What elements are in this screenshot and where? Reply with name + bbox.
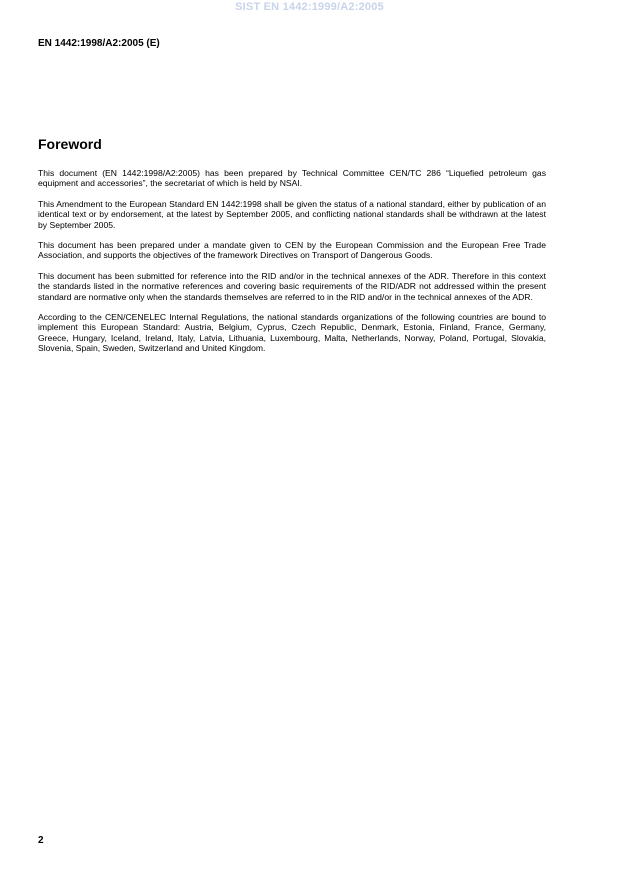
foreword-paragraph: This document (EN 1442:1998/A2:2005) has been prepared by Technical Committee CEN/TC 286 “Liquefied petroleum gas equipment and accessories”, the secretariat of which is held by NSAI.	[38, 168, 546, 189]
foreword-heading: Foreword	[38, 136, 102, 152]
foreword-paragraph: According to the CEN/CENELEC Internal Regulations, the national standards organizations of the following countries are bound to implement this European Standard: Austria, Belgium, Cyprus, Czech Republic, Denmark, Estonia, Finland, France, Germany, Greece, Hungary, Iceland, Ireland, Italy, Latvia, Lithuania, Luxembourg, Malta, Netherlands, Norway, Poland, Portugal, Slovakia, Slovenia, Spain, Sweden, Switzerland and United Kingdom.	[38, 312, 546, 354]
foreword-body	[38, 168, 546, 364]
foreword-paragraph: This Amendment to the European Standard EN 1442:1998 shall be given the status of a national standard, either by publication of an identical text or by endorsement, at the latest by September 2005, and conflicting national standards shall be withdrawn at the latest by September 2005.	[38, 198, 546, 230]
watermark: SIST EN 1442:1999/A2:2005	[235, 1, 384, 13]
foreword-paragraph: This document has been submitted for reference into the RID and/or in the technical annexes of the ADR. Therefore in this context the standards listed in the normative references and covering basic requirements of the RID/ADR not addressed within the present standard are normative only when the standards themselves are referred to in the RID and/or in the technical annexes of the ADR.	[38, 270, 546, 302]
page-number: 2	[38, 835, 44, 846]
document-header: EN 1442:1998/A2:2005 (E)	[38, 38, 160, 49]
foreword-paragraph: This document has been prepared under a mandate given to CEN by the European Commission and the European Free Trade Association, and supports the objectives of the framework Directives on Transport of Dangerous Goods.	[38, 240, 546, 261]
